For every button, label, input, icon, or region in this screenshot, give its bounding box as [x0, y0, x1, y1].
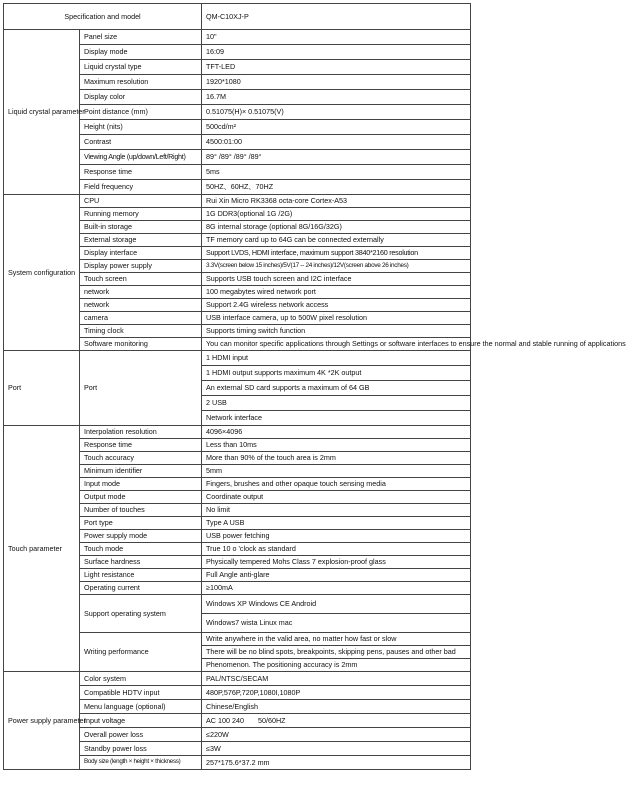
spec-name: Viewing Angle (up/down/Left/Right) — [80, 150, 202, 165]
spec-name: Height (nits) — [80, 120, 202, 135]
spec-name: Touch screen — [80, 273, 202, 286]
spec-value: 0.51075(H)× 0.51075(V) — [202, 105, 471, 120]
spec-value: 1G DDR3(optional 1G /2G) — [202, 208, 471, 221]
spec-value: 5mm — [202, 465, 471, 478]
spec-value: 10" — [202, 30, 471, 45]
spec-model-label: Specification and model — [4, 4, 202, 30]
spec-value: 100 megabytes wired network port — [202, 286, 471, 299]
spec-name: Standby power loss — [80, 742, 202, 756]
spec-value: Windows XP Windows CE Android — [202, 595, 471, 614]
spec-value: USB interface camera, up to 500W pixel resolution — [202, 312, 471, 325]
spec-name: Surface hardness — [80, 556, 202, 569]
spec-value: 4500:01:00 — [202, 135, 471, 150]
spec-value: 4096×4096 — [202, 426, 471, 439]
spec-value: Support 2.4G wireless network access — [202, 299, 471, 312]
spec-name: Panel size — [80, 30, 202, 45]
table-row — [4, 195, 471, 208]
spec-name: Light resistance — [80, 569, 202, 582]
spec-value: USB power fetching — [202, 530, 471, 543]
category-system-configuration: System configuration — [4, 195, 80, 351]
spec-name: camera — [80, 312, 202, 325]
spec-value: An external SD card supports a maximum of 64 GB — [202, 381, 471, 396]
spec-value: ≥100mA — [202, 582, 471, 595]
spec-value: Fingers, brushes and other opaque touch sensing media — [202, 478, 471, 491]
category-touch-parameter: Touch parameter — [4, 426, 80, 672]
spec-value: ≤220W — [202, 728, 471, 742]
spec-name: Writing performance — [80, 633, 202, 672]
spec-value: 1 HDMI input — [202, 351, 471, 366]
spec-name: Output mode — [80, 491, 202, 504]
spec-name: Number of touches — [80, 504, 202, 517]
spec-name: Body size (length × height × thickness) — [80, 756, 202, 770]
model-name: QM-C10XJ-P — [202, 4, 471, 30]
spec-name: Response time — [80, 165, 202, 180]
spec-value: 5ms — [202, 165, 471, 180]
spec-value: 480P,576P,720P,1080I,1080P — [202, 686, 471, 700]
spec-name: Compatible HDTV input — [80, 686, 202, 700]
spec-value: PAL/NTSC/SECAM — [202, 672, 471, 686]
spec-name: Field frequency — [80, 180, 202, 195]
spec-value: Coordinate output — [202, 491, 471, 504]
spec-name: Display mode — [80, 45, 202, 60]
spec-name: Port — [80, 351, 202, 426]
category-port: Port — [4, 351, 80, 426]
spec-name: Port type — [80, 517, 202, 530]
spec-value: 1 HDMI output supports maximum 4K *2K output — [202, 366, 471, 381]
spec-value: AC 100 240 50/60HZ — [202, 714, 471, 728]
spec-value: Chinese/English — [202, 700, 471, 714]
spec-name: Touch mode — [80, 543, 202, 556]
category-liquid-crystal: Liquid crystal parameter — [4, 30, 80, 195]
spec-name: Display color — [80, 90, 202, 105]
spec-name: Software monitoring — [80, 338, 202, 351]
spec-value: 89° /89° /89° /89° — [202, 150, 471, 165]
spec-value: Rui Xin Micro RK3368 octa-core Cortex-A53 — [202, 195, 471, 208]
spec-name: network — [80, 286, 202, 299]
spec-value: TFT-LED — [202, 60, 471, 75]
spec-value: ≤3W — [202, 742, 471, 756]
spec-name: Color system — [80, 672, 202, 686]
spec-name: Running memory — [80, 208, 202, 221]
spec-name: Menu language (optional) — [80, 700, 202, 714]
spec-name: Built-in storage — [80, 221, 202, 234]
category-power-supply: Power supply parameter — [4, 672, 80, 770]
spec-name: Touch accuracy — [80, 452, 202, 465]
spec-name: External storage — [80, 234, 202, 247]
spec-value: Network interface — [202, 411, 471, 426]
spec-value: Type A USB — [202, 517, 471, 530]
table-row — [4, 426, 471, 439]
spec-name: Power supply mode — [80, 530, 202, 543]
spec-value: You can monitor specific applications through Settings or software interfaces to ensure the normal and stable running of applications — [202, 338, 471, 351]
spec-name: Liquid crystal type — [80, 60, 202, 75]
table-row — [4, 672, 471, 686]
specification-table — [3, 3, 626, 770]
spec-name: Maximum resolution — [80, 75, 202, 90]
spec-value: 8G internal storage (optional 8G/16G/32G) — [202, 221, 471, 234]
spec-name: Operating current — [80, 582, 202, 595]
spec-value: Windows7 wista Linux mac — [202, 614, 471, 633]
spec-name: Contrast — [80, 135, 202, 150]
spec-value: 50HZ、60HZ、70HZ — [202, 180, 471, 195]
header-row — [4, 4, 471, 30]
spec-value: Supports timing switch function — [202, 325, 471, 338]
spec-value: Phenomenon. The positioning accuracy is 2mm — [202, 659, 471, 672]
spec-value: True 10 o 'clock as standard — [202, 543, 471, 556]
spec-value: 257*175.6*37.2 mm — [202, 756, 471, 770]
spec-value: 2 USB — [202, 396, 471, 411]
spec-value: 1920*1080 — [202, 75, 471, 90]
spec-name: Timing clock — [80, 325, 202, 338]
spec-name: Overall power loss — [80, 728, 202, 742]
table-row — [4, 30, 471, 45]
spec-value: Write anywhere in the valid area, no matter how fast or slow — [202, 633, 471, 646]
spec-name: Interpolation resolution — [80, 426, 202, 439]
spec-value: 500cd/m² — [202, 120, 471, 135]
spec-name: Input voltage — [80, 714, 202, 728]
spec-name: Support operating system — [80, 595, 202, 633]
spec-name: network — [80, 299, 202, 312]
spec-value: Support LVDS, HDMI interface, maximum support 3840*2160 resolution — [202, 247, 471, 260]
spec-value: 3.3V(screen below 15 inches)/5V(17 -- 24 inches)/12V(screen above 26 inches) — [202, 260, 471, 273]
spec-name: Response time — [80, 439, 202, 452]
spec-name: Input mode — [80, 478, 202, 491]
spec-value: Supports USB touch screen and I2C interface — [202, 273, 471, 286]
spec-value: More than 90% of the touch area is 2mm — [202, 452, 471, 465]
spec-value: 16:09 — [202, 45, 471, 60]
spec-value: Full Angle anti-glare — [202, 569, 471, 582]
spec-value: 16.7M — [202, 90, 471, 105]
spec-name: Display interface — [80, 247, 202, 260]
spec-name: Minimum identifier — [80, 465, 202, 478]
spec-name: Point distance (mm) — [80, 105, 202, 120]
spec-value: No limit — [202, 504, 471, 517]
spec-value: There will be no blind spots, breakpoints, skipping pens, pauses and other bad — [202, 646, 471, 659]
spec-value: Physically tempered Mohs Class 7 explosion-proof glass — [202, 556, 471, 569]
spec-value: Less than 10ms — [202, 439, 471, 452]
spec-value: TF memory card up to 64G can be connected externally — [202, 234, 471, 247]
spec-name: CPU — [80, 195, 202, 208]
table-row — [4, 351, 471, 366]
spec-name: Display power supply — [80, 260, 202, 273]
